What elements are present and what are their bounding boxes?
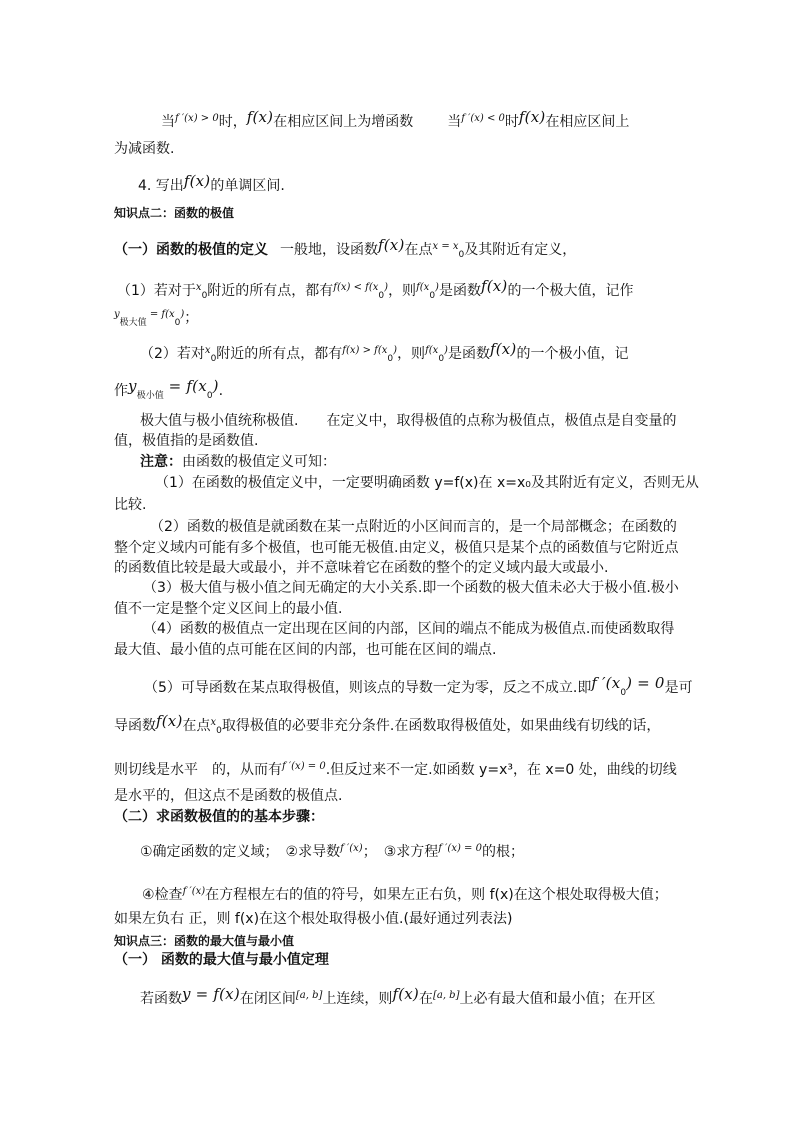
text-line: 最大值、最小值的点可能在区间的内部，也可能在区间的端点. xyxy=(114,642,497,658)
formula: y = f(x) xyxy=(182,985,240,1003)
formula: f(x) xyxy=(378,236,405,254)
section-subheading: （二）求函数极值的的基本步骤： xyxy=(114,809,324,825)
text: 在点 xyxy=(404,242,433,258)
text: 取得极值的必要非充分条件.在函数取得极值处，如果曲线有切线的话， xyxy=(221,718,661,734)
note-label: 注意： xyxy=(140,454,182,470)
subscript: 0 xyxy=(378,291,385,301)
text: （1）若对于 xyxy=(117,283,196,299)
text: 在相应区间上 xyxy=(545,114,630,130)
subscript: 0 xyxy=(438,354,445,364)
text: 的一个极大值，记作 xyxy=(507,283,634,299)
formula: f ′(x) = 0 xyxy=(438,843,482,854)
formula: y xyxy=(114,309,120,320)
text: 当 xyxy=(161,114,175,130)
text: 在 xyxy=(418,991,433,1007)
text: 是函数 xyxy=(447,346,490,362)
text-line: 值不一定是整个定义区间上的最小值. xyxy=(114,601,343,617)
subscript: 极小值 xyxy=(136,391,164,401)
formula: x xyxy=(195,282,202,293)
text: 的一个极小值，记 xyxy=(516,346,629,362)
formula: f ′(x) > 0 xyxy=(175,113,219,124)
subscript: 0 xyxy=(206,391,213,401)
text-line xyxy=(114,306,198,332)
text: ； xyxy=(184,310,199,326)
formula: [a, b] xyxy=(295,990,323,1001)
text: .但反过来不一定.如函数 y=x³，在 x=0 处，曲线的切线 xyxy=(325,762,677,778)
formula: y xyxy=(128,377,137,395)
formula: f(x xyxy=(416,282,430,293)
text-line: 如果左负右 正，则 f(x)在这个根处取得极小值.(最好通过列表法) xyxy=(114,911,513,927)
formula: ) xyxy=(180,309,185,320)
text-line: （2）函数的极值是就函数在某一点附近的小区间而言的，是一个局部概念；在函数的 xyxy=(150,519,677,535)
formula: f ′(x) = 0 xyxy=(282,761,326,772)
formula: x xyxy=(204,345,211,356)
formula: ) xyxy=(444,345,448,356)
subscript: 0 xyxy=(387,354,394,364)
formula: ) xyxy=(384,282,389,293)
text-line: 为减函数. xyxy=(114,141,175,157)
text-line xyxy=(142,883,668,904)
text: 时， xyxy=(218,114,247,130)
formula: ) xyxy=(393,345,398,356)
formula: ) xyxy=(212,377,219,395)
text: 在方程根左右的值的符号，如果左正右负，则 f(x)在这个根处取得极大值； xyxy=(205,887,668,903)
text: 附近的所有点，都有 xyxy=(216,346,343,362)
text-line xyxy=(114,236,576,264)
formula: f(x) xyxy=(480,277,508,295)
text: 时 xyxy=(504,114,519,130)
subscript: 0 xyxy=(620,688,627,698)
text: 及其附近有定义， xyxy=(464,242,577,258)
text-line xyxy=(114,758,677,779)
text: 的单调区间. xyxy=(210,178,285,194)
formula: ) = 0 xyxy=(626,674,665,692)
formula: f(x) xyxy=(489,340,517,358)
text-line: （1）在函数的极值定义中，一定要明确函数 y=f(x)在 x=x₀及其附近有定义，否则无从 xyxy=(155,475,699,491)
text-line: 整个定义域内可能有多个极值，也可能无极值.由定义，极值只是某个点的函数值与它附近点 xyxy=(114,540,679,556)
text-line xyxy=(161,108,629,131)
formula: [a, b] xyxy=(432,990,460,1001)
text: 4. 写出 xyxy=(138,178,184,194)
text: 上必有最大值和最小值；在开区 xyxy=(459,991,656,1007)
text: ④检查 xyxy=(142,887,183,903)
text: 一般地，设函数 xyxy=(280,242,378,258)
section-subheading: （一） 函数的最大值与最小值定理 xyxy=(114,952,329,968)
formula: = f(x xyxy=(146,309,175,320)
formula: ) xyxy=(435,282,439,293)
section-heading: 知识点二：函数的极值 xyxy=(114,206,235,220)
formula: f(x) xyxy=(246,108,274,126)
text: （2）若对 xyxy=(140,346,205,362)
text-line: 值，极值指的是函数值. xyxy=(114,433,259,449)
text: . xyxy=(218,383,224,399)
formula: f ′(x) xyxy=(182,886,206,897)
subheading: （一）函数的极值的定义 xyxy=(114,242,268,258)
subscript: 0 xyxy=(216,726,222,736)
text-line xyxy=(144,674,693,702)
formula: f ′(x) < 0 xyxy=(461,113,505,124)
subscript: 0 xyxy=(201,291,208,301)
text-line: （4）函数的极值点一定出现在区间的内部，区间的端点不能成为极值点.而使函数取得 xyxy=(143,621,675,637)
formula: = f(x xyxy=(163,377,207,395)
text-line xyxy=(140,340,628,368)
text: 导函数 xyxy=(114,718,156,734)
formula: f(x) xyxy=(156,712,183,730)
text-line xyxy=(114,712,660,740)
text: 是函数 xyxy=(438,283,481,299)
text: 在相应区间上为增函数 xyxy=(273,114,414,130)
subscript: 0 xyxy=(174,318,181,328)
text-line: 极大值与极小值统称极值. 在定义中，取得极值的点称为极值点，极值点是自变量的 xyxy=(140,413,677,429)
text: ，则 xyxy=(397,346,426,362)
text-line: 是水平的，但这点不是函数的极值点. xyxy=(114,788,343,804)
formula: f(x) xyxy=(518,108,546,126)
text: ①确定函数的定义域； ②求导数 xyxy=(140,844,341,860)
formula: f(x xyxy=(425,345,439,356)
subscript: 0 xyxy=(210,354,217,364)
text-line xyxy=(117,277,633,305)
formula: f(x) xyxy=(392,985,419,1003)
formula: f ′(x) xyxy=(340,843,363,854)
text-line xyxy=(138,172,285,195)
text: 上连续，则 xyxy=(322,991,393,1007)
text-line xyxy=(140,840,524,861)
text: 若函数 xyxy=(140,991,182,1007)
text: 作 xyxy=(114,383,128,399)
formula: f(x) < f(x xyxy=(333,282,379,293)
text-line xyxy=(114,377,223,405)
text: （5）可导函数在某点取得极值，则该点的导数一定为零，反之不成立.即 xyxy=(144,680,592,696)
formula: f ′(x xyxy=(591,674,621,692)
text-line: （3）极大值与极小值之间无确定的大小关系.即一个函数的极大值未必大于极小值.极小 xyxy=(143,580,679,596)
subscript: 极大值 xyxy=(119,318,147,328)
formula: f(x) > f(x xyxy=(342,345,388,356)
text: 是可 xyxy=(664,680,693,696)
text-line: 比较. xyxy=(114,497,147,513)
formula: x xyxy=(210,717,217,728)
subscript: 0 xyxy=(458,250,465,260)
formula: x = x xyxy=(432,241,459,252)
text: ； ③求方程 xyxy=(362,844,439,860)
text: 附近的所有点，都有 xyxy=(207,283,334,299)
text-line xyxy=(140,453,336,471)
text: 当 xyxy=(447,114,462,130)
text-line: 的函数值比较是最大或最小，并不意味着它在函数的整个的定义域内最大或最小. xyxy=(114,560,609,576)
section-heading: 知识点三：函数的最大值与最小值 xyxy=(114,934,295,948)
text: ，则 xyxy=(388,283,417,299)
text: 在点 xyxy=(182,718,211,734)
text: 则切线是水平 的，从而有 xyxy=(114,762,282,778)
text: 的根； xyxy=(481,844,524,860)
formula: f(x) xyxy=(183,172,211,190)
text: 由函数的极值定义可知： xyxy=(182,454,336,470)
text-line xyxy=(140,985,655,1008)
text: 在闭区间 xyxy=(239,991,296,1007)
subscript: 0 xyxy=(429,291,436,301)
